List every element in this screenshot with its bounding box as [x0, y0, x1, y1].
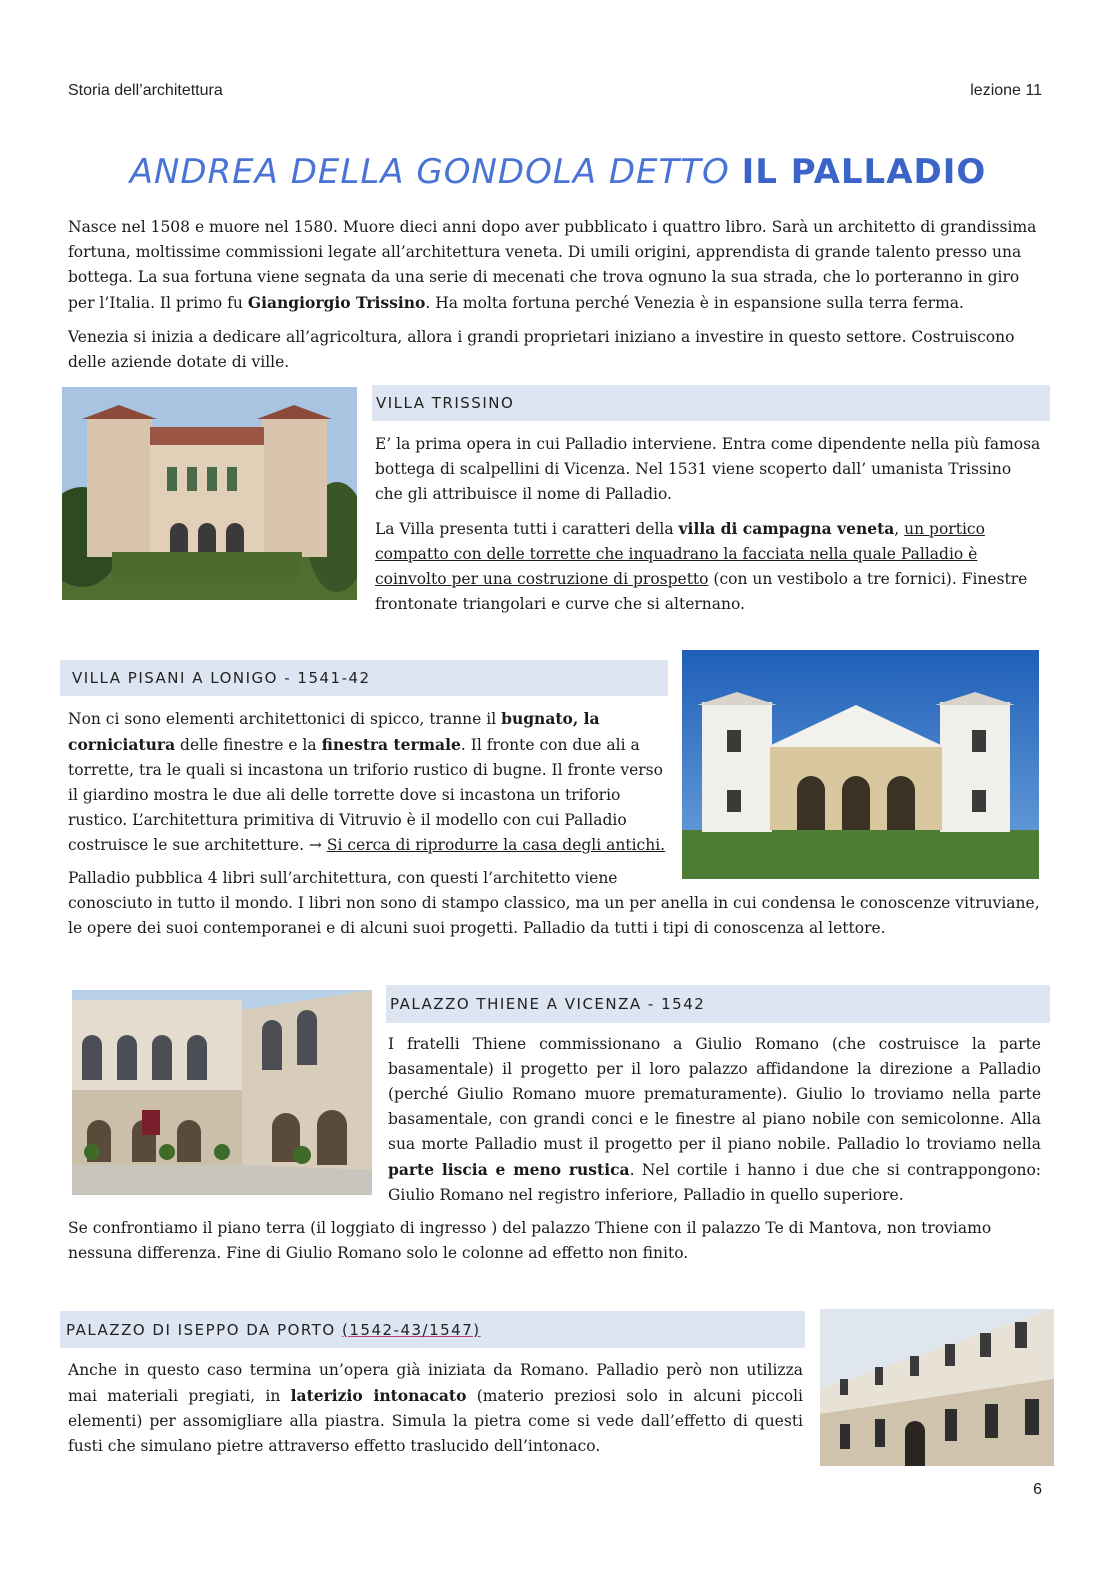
pisani-paragraph-2b: conosciuto in tutto il mondo. I libri non sono di stampo classico, ma un per anella in cui condensa le conoscenze vitruviane, le opere dei suoi contemporanei e di alcuni suoi progetti. Palladio da tutti i tipi di conoscenza al lettore. — [68, 894, 1040, 937]
header-lesson: lezione 11 — [970, 82, 1042, 99]
page-number: 6 — [1033, 1481, 1042, 1498]
pisani-bold-bugnato: bugnato, la corniciatura — [68, 709, 600, 754]
trissino-text: La Villa presenta tutti i caratteri della — [375, 520, 679, 538]
porto-heading-dates: (1542-43/1547) — [342, 1320, 481, 1339]
pisani-text-2: delle finestre e la — [175, 736, 322, 754]
trissino-paragraph-2 — [375, 516, 1043, 617]
trissino-paragraph-1: E’ la prima opera in cui Palladio interviene. Entra come dipendente nella più famosa bottega di scalpellini di Vicenza. Nel 1531 viene scoperto dall’ umanista Trissino che gli attribuisce il nome di Palladio. — [375, 435, 1041, 503]
intro-text: Nasce nel 1508 e muore nel 1580. Muore dieci anni dopo aver pubblicato i quattro libro. Sarà un architetto di grandissima fortuna, moltissime commissioni legate all’architettura veneta. Di umili origini, apprendista di grande talento presso una bottega. La sua fortuna viene segnata da una serie di mecenati che trova ognuno la sua strada, che lo porteranno in giro per l’Italia. Il primo fu — [68, 218, 1037, 312]
page-title — [0, 152, 1116, 192]
thiene-bold: parte liscia e meno rustica — [388, 1160, 630, 1179]
trissino-underlined: un portico compatto con delle torrette che inquadrano la facciata nella quale Palladio è coinvolto per una costruzione di prospetto — [375, 520, 985, 588]
intro-text-end: . Ha molta fortuna perché Venezia è in espansione sulla terra ferma. — [425, 294, 964, 312]
pisani-text-3: . Il fronte con due ali a torrette, tra le quali si incastona un triforio rustico di bugne. Il fronte verso il giardino mostra le due ali delle torrette dove si incastona un triforio rustico. L’architettura primitiva di Vitruvio è il modello con cui Palladio costruisce le sue architetture. → — [68, 736, 663, 854]
porto-text: Anche in questo caso termina un’opera già iniziata da Romano. Palladio però non utilizza mai materiali pregiati, in — [68, 1361, 803, 1405]
trissino-bold: villa di campagna veneta — [678, 519, 895, 538]
palazzo-porto-photo — [820, 1309, 1054, 1466]
header-course: Storia dell’architettura — [68, 82, 223, 99]
title-main: ANDREA DELLA GONDOLA DETTO — [129, 152, 742, 192]
thiene-text-end: . Nel cortile i hanno i due che si contrappongono: Giulio Romano nel registro inferiore, Palladio in quello superiore. — [388, 1161, 1041, 1204]
section-heading-villa-pisani: VILLA PISANI A LONIGO - 1541-42 — [60, 660, 668, 696]
porto-paragraph-1 — [68, 1358, 803, 1459]
thiene-paragraph-2: Se confrontiamo il piano terra (il loggiato di ingresso ) del palazzo Thiene con il palazzo Te di Mantova, non troviamo nessuna differenza. Fine di Giulio Romano solo le colonne ad effetto non finito. — [68, 1219, 992, 1262]
porto-bold: laterizio intonacato — [290, 1386, 467, 1405]
pisani-underlined: Si cerca di riprodurre la casa degli antichi. — [326, 836, 666, 854]
section-heading-villa-trissino: VILLA TRISSINO — [372, 385, 1050, 421]
thiene-paragraph-1 — [388, 1032, 1041, 1208]
trissino-comma: , — [894, 520, 905, 538]
porto-heading-text: PALAZZO DI ISEPPO DA PORTO — [66, 1320, 343, 1339]
villa-trissino-photo — [62, 387, 357, 600]
title-bold: IL PALLADIO — [741, 152, 987, 192]
section-heading-palazzo-thiene: PALAZZO THIENE A VICENZA - 1542 — [386, 985, 1050, 1023]
pisani-paragraph-2a: Palladio pubblica 4 libri sull’architettura, con questi l’architetto viene — [68, 869, 618, 887]
thiene-text: I fratelli Thiene commissionano a Giulio Romano (che costruisce la parte basamentale) il progetto per il loro palazzo affidandone la direzione a Palladio (perché Giulio Romano muore prematuramente). Giulio lo troviamo nella parte basamentale, con grandi conci e le finestre al piano nobile con semicolonne. Alla sua morte Palladio must il progetto per il piano nobile. Palladio lo troviamo nella — [388, 1035, 1041, 1153]
porto-text-end: (materio preziosi solo in alcuni piccoli elementi) per assomigliare alla piastra. Simula la pietra come si vede dall’effetto di questi fusti che simulano pietre attraverso effetto traslucido dell’intonaco. — [68, 1387, 803, 1455]
intro-paragraph-1 — [68, 215, 1043, 316]
pisani-paragraph-1 — [68, 706, 666, 858]
villa-pisani-photo — [682, 650, 1039, 879]
section-heading-palazzo-porto — [60, 1311, 805, 1348]
intro-paragraph-2: Venezia si inizia a dedicare all’agricoltura, allora i grandi proprietari iniziano a investire in questo settore. Costruiscono delle aziende dotate di ville. — [68, 328, 1015, 371]
intro-bold-trissino: Giangiorgio Trissino — [247, 293, 426, 312]
pisani-bold-finestra: finestra termale — [321, 735, 461, 754]
trissino-text-end: (con un vestibolo a tre fornici). Finestre frontonate triangolari e curve che si alternano. — [375, 570, 1028, 613]
pisani-text: Non ci sono elementi architettonici di spicco, tranne il — [68, 710, 502, 728]
palazzo-thiene-photo — [72, 990, 372, 1195]
